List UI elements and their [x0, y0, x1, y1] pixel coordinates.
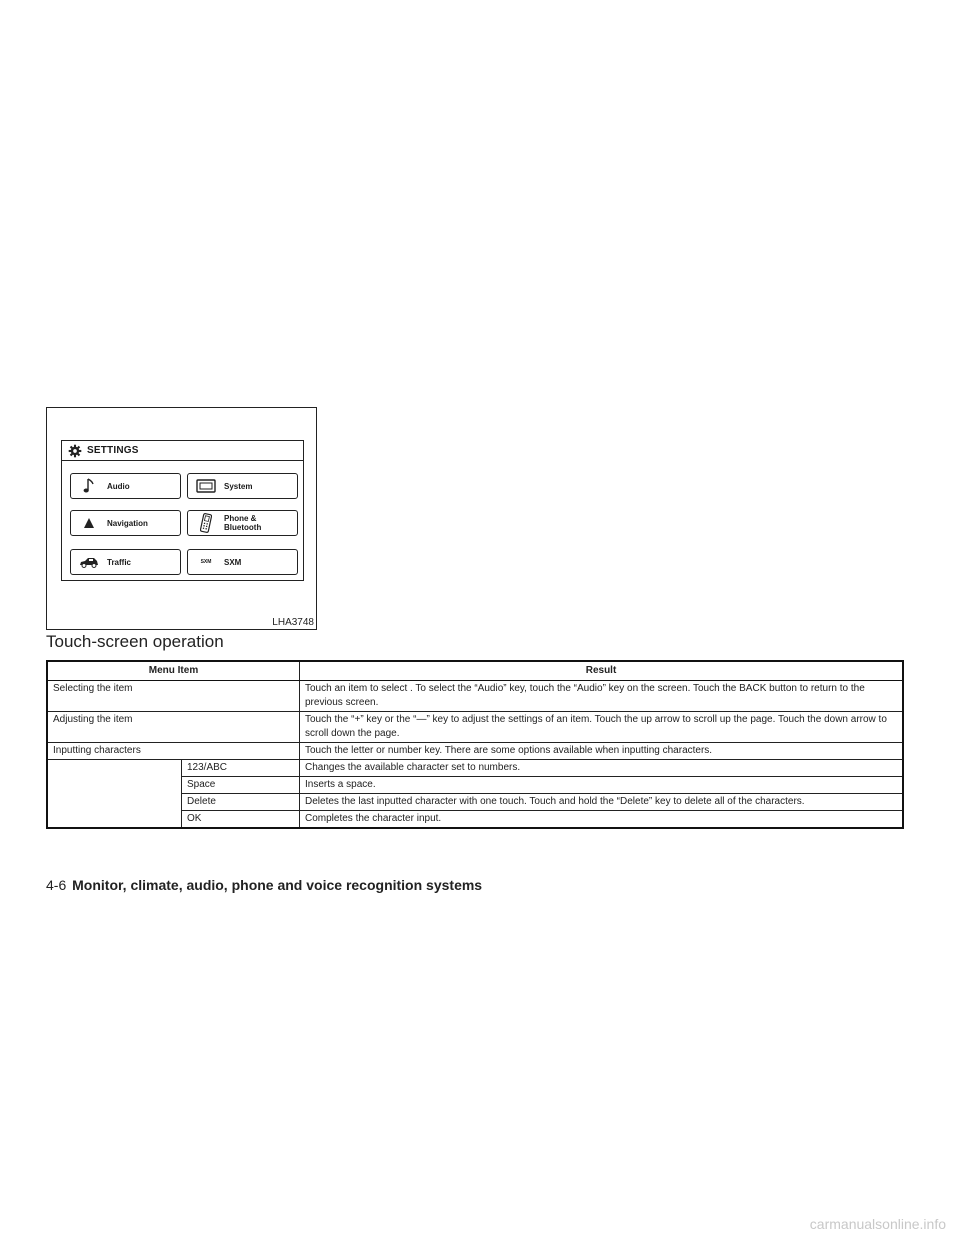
table-header-row	[47, 661, 903, 681]
table-row	[47, 712, 903, 743]
table-row	[47, 743, 903, 760]
monitor-icon	[196, 479, 216, 493]
navigation-label: Navigation	[107, 518, 148, 528]
row-item: Adjusting the item	[47, 712, 300, 743]
table-subrow	[47, 760, 903, 777]
empty-cell	[47, 760, 182, 829]
settings-screen	[61, 440, 304, 581]
phone-bluetooth-label	[224, 514, 261, 532]
navigation-tile[interactable]	[70, 510, 181, 536]
header-menu-item: Menu Item	[47, 661, 300, 681]
header-result: Result	[300, 661, 904, 681]
phone-label-line2: Bluetooth	[224, 523, 262, 532]
music-note-icon	[79, 478, 99, 494]
gear-icon	[68, 444, 82, 458]
subrow-result: Inserts a space.	[300, 777, 904, 794]
audio-tile[interactable]	[70, 473, 181, 499]
row-result: Touch an item to select . To select the “Audio” key, touch the “Audio” key on the screen. Touch the BACK button to return to the previous screen.	[300, 681, 904, 712]
audio-label: Audio	[107, 481, 130, 491]
phone-bluetooth-tile[interactable]	[187, 510, 298, 536]
traffic-tile[interactable]	[70, 549, 181, 575]
subrow-option: OK	[182, 811, 300, 829]
subrow-result: Deletes the last inputted character with one touch. Touch and hold the “Delete” key to delete all of the characters.	[300, 794, 904, 811]
sxm-logo-icon: SXM	[200, 559, 212, 565]
settings-illustration	[46, 407, 317, 630]
screen-title: SETTINGS	[87, 445, 139, 456]
row-result: Touch the letter or number key. There are some options available when inputting characters.	[300, 743, 904, 760]
screen-header	[62, 441, 303, 461]
phone-label-line1: Phone &	[224, 514, 257, 523]
subrow-option: Space	[182, 777, 300, 794]
row-result: Touch the “+” key or the “—” key to adjust the settings of an item. Touch the up arrow to scroll up the page. Touch the down arrow to scroll down the page.	[300, 712, 904, 743]
triangle-arrow-icon	[79, 517, 99, 529]
subrow-result: Completes the character input.	[300, 811, 904, 829]
system-tile[interactable]	[187, 473, 298, 499]
footer-section-title: Monitor, climate, audio, phone and voice recognition systems	[72, 877, 483, 893]
subrow-option: 123/ABC	[182, 760, 300, 777]
row-item: Selecting the item	[47, 681, 300, 712]
page-footer	[46, 877, 482, 893]
figure-code: LHA3748	[272, 617, 314, 628]
operations-table	[46, 660, 904, 829]
subrow-option: Delete	[182, 794, 300, 811]
sxm-label: SXM	[224, 557, 242, 567]
traffic-label: Traffic	[107, 557, 132, 567]
sxm-tile[interactable]	[187, 549, 298, 575]
subrow-result: Changes the available character set to numbers.	[300, 760, 904, 777]
phone-icon	[196, 513, 216, 533]
row-item: Inputting characters	[47, 743, 300, 760]
table-row	[47, 681, 903, 712]
watermark: carmanualsonline.info	[809, 1216, 946, 1232]
car-icon	[79, 557, 99, 568]
section-title: Touch-screen operation	[46, 632, 224, 651]
page-number: 4-6	[46, 877, 67, 893]
system-label: System	[224, 481, 253, 491]
